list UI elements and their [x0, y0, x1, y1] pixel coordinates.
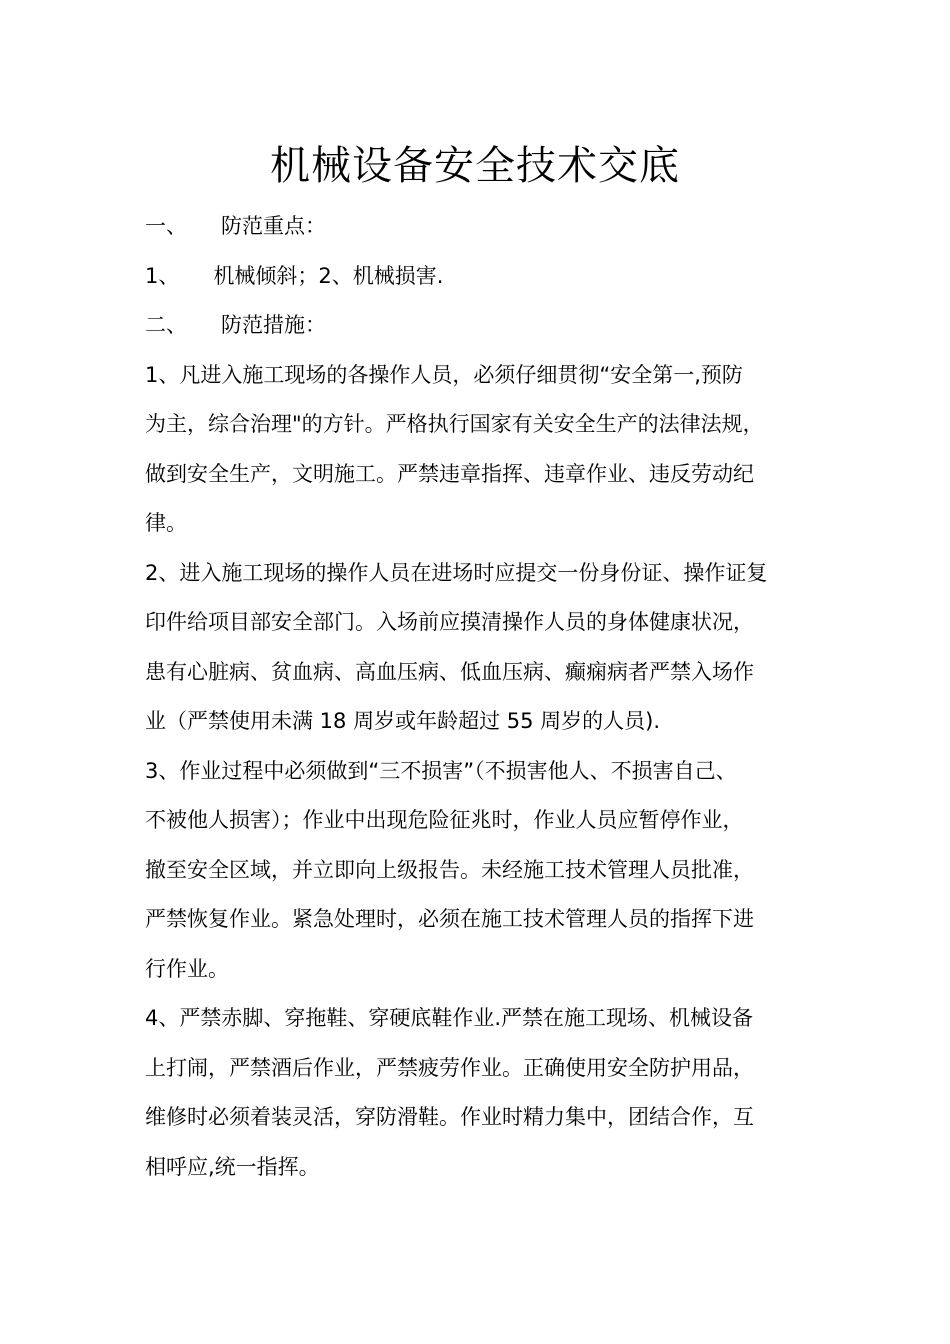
paragraph-line: 1、凡进入施工现场的各操作人员，必须仔细贯彻“安全第一,预防 — [145, 362, 743, 387]
paragraph-line: 撤至安全区域，并立即向上级报告。未经施工技术管理人员批准， — [145, 857, 754, 882]
paragraph-line: 患有心脏病、贫血病、高血压病、低血压病、癫痫病者严禁入场作 — [145, 659, 754, 684]
section-title: 防范措施： — [221, 313, 326, 337]
measure-paragraph-4 — [145, 994, 810, 1192]
measure-paragraph-2 — [145, 549, 810, 747]
paragraph-line: 4、严禁赤脚、穿拖鞋、穿硬底鞋作业.严禁在施工现场、机械设备 — [145, 1006, 754, 1030]
paragraph-line: 做到安全生产，文明施工。严禁违章指挥、违章作业、违反劳动纪 — [145, 461, 754, 486]
paragraph-line: 3、作业过程中必须做到“三不损害”（不损害他人、不损害自己、 — [145, 758, 737, 783]
paragraph-line: 维修时必须着装灵活，穿防滑鞋。作业时精力集中，团结合作，互 — [145, 1105, 754, 1129]
section-heading-measures — [145, 301, 810, 351]
measure-paragraph-1 — [145, 351, 810, 549]
paragraph-line: 严禁恢复作业。紧急处理时，必须在施工技术管理人员的指挥下进 — [145, 907, 754, 931]
paragraph-line: 行作业。 — [145, 956, 229, 981]
paragraph-line: 业（严禁使用未满 18 周岁或年龄超过 55 周岁的人员). — [145, 709, 661, 733]
focus-text: 机械倾斜；2、机械损害. — [213, 263, 444, 288]
section-title: 防范重点： — [221, 214, 326, 238]
paragraph-line: 相呼应,统一指挥。 — [145, 1154, 320, 1179]
paragraph-line: 律。 — [145, 511, 187, 535]
focus-items — [145, 252, 810, 302]
section-heading-focus — [145, 202, 810, 252]
focus-number: 1、 — [145, 263, 180, 288]
document-body — [145, 202, 810, 1192]
paragraph-line: 为主，综合治理"的方针。严格执行国家有关安全生产的法律法规， — [145, 412, 764, 436]
measure-paragraph-3 — [145, 747, 810, 995]
paragraph-line: 上打闹，严禁酒后作业，严禁疲劳作业。正确使用安全防护用品， — [145, 1055, 754, 1080]
section-number: 一、 — [145, 214, 187, 238]
paragraph-line: 印件给项目部安全部门。入场前应摸清操作人员的身体健康状况， — [145, 610, 754, 634]
document-title: 机械设备安全技术交底 — [270, 143, 680, 189]
paragraph-line: 不被他人损害）；作业中出现危险征兆时，作业人员应暂停作业， — [145, 808, 744, 832]
paragraph-line: 2、进入施工现场的操作人员在进场时应提交一份身份证、操作证复 — [145, 560, 768, 585]
section-number: 二、 — [145, 313, 187, 337]
